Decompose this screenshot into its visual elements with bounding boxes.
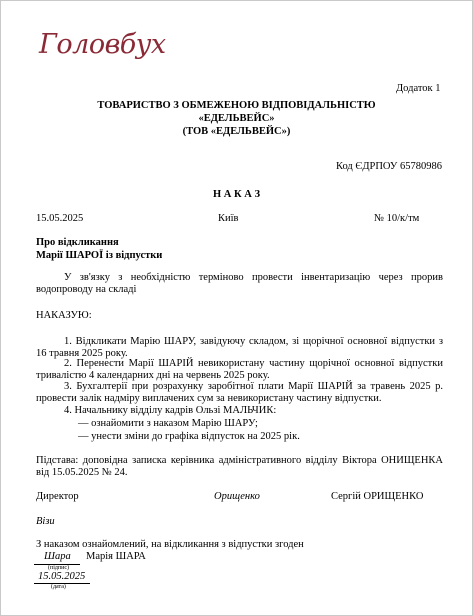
order-number: № 10/к/тм <box>374 213 420 224</box>
order-item-4: 4. Начальнику відділу кадрів Ользі МАЛЬЧИК: <box>64 405 277 416</box>
employee-name: Марія ШАРА <box>86 551 146 562</box>
logo-text: Головбух <box>39 29 166 60</box>
director-signature: Орищенко <box>214 491 260 502</box>
subject-line2: Марії ШАРОЇ із відпустки <box>36 250 163 261</box>
signature-caption: (підпис) <box>48 565 70 571</box>
director-name: Сергій ОРИЩЕНКО <box>331 491 424 502</box>
org-name-line3: (ТОВ «ЕДЕЛЬВЕЙС») <box>182 126 291 137</box>
intro-paragraph: У зв'язку з необхідністю терміново провести інвентаризацію через прорив водопроводу на складі <box>36 272 443 295</box>
appendix-label: Додаток 1 <box>396 83 441 94</box>
order-subitem-1: — ознайомити з наказом Марію ШАРУ; <box>78 418 258 429</box>
org-name-line1: ТОВАРИСТВО З ОБМЕЖЕНОЮ ВІДПОВІДАЛЬНІСТЮ <box>97 100 376 111</box>
basis-paragraph: Підстава: доповідна записка керівника адміністративного відділу Віктора ОНИЩЕНКА від 15.05.2025 № 24. <box>36 455 443 478</box>
signature-role: Директор <box>36 491 79 502</box>
visa-label: Візи <box>36 516 55 527</box>
order-word: НАКАЗУЮ: <box>36 310 92 321</box>
edrpou-code: Код ЄДРПОУ 65780986 <box>336 161 442 172</box>
order-subitem-2: — унести зміни до графіка відпусток на 2025 рік. <box>78 431 300 442</box>
order-city: Київ <box>218 213 239 224</box>
subject-line1: Про відкликання <box>36 237 119 248</box>
employee-signature: Шара <box>44 551 71 562</box>
acknowledgement-date: 15.05.2025 <box>38 571 86 582</box>
order-item-2: 2. Перенести Марії ШАРІЙ невикористану частину щорічної основної відпустки тривалістю 4 календарних дні на червень 2025 року. <box>36 358 443 381</box>
document-title: Н А К А З <box>213 189 260 200</box>
acknowledgement-text: З наказом ознайомлений, на відкликання з відпустки згоден <box>36 539 304 550</box>
org-name-line2: «ЕДЕЛЬВЕЙС» <box>198 113 275 124</box>
order-item-3: 3. Бухгалтерії при розрахунку заробітної плати Марії ШАРІЙ за травень 2025 р. провести залік надміру виплачених сум за невикористану частину відпустки. <box>36 381 443 404</box>
golovbukh-logo <box>39 29 166 75</box>
order-item-1: 1. Відкликати Марію ШАРУ, завідуючу складом, зі щорічної основної відпустки з 16 травня 2025 року. <box>36 336 443 359</box>
date-caption: (дата) <box>51 584 66 590</box>
order-date: 15.05.2025 <box>36 213 84 224</box>
